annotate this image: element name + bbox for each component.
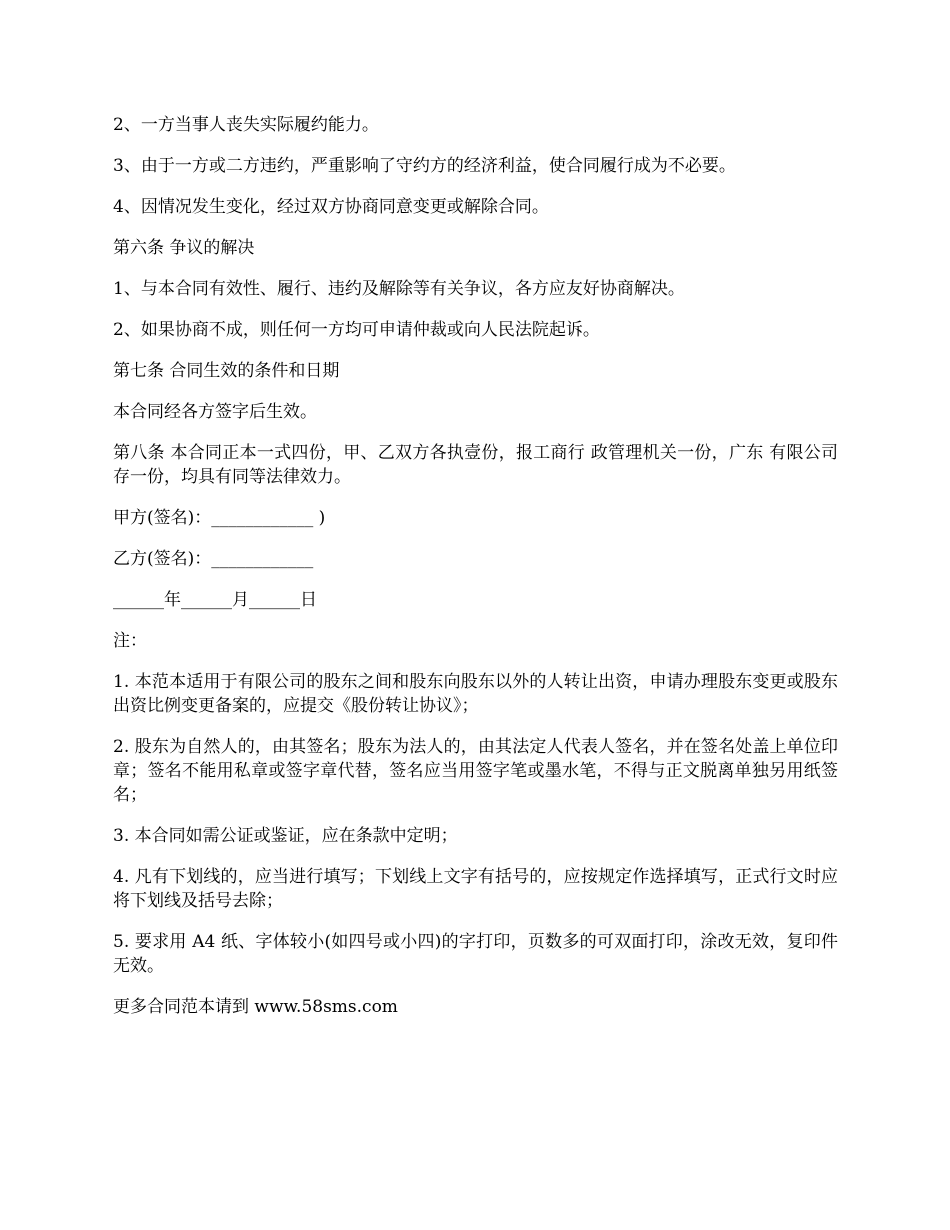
party-b-signature-line: 乙方(签名)：____________ [113, 549, 314, 569]
date-line: ______年______月______日 [113, 590, 317, 610]
note-2: 2. 股东为自然人的，由其签名；股东为法人的，由其法定人代表人签名，并在签名处盖上单位印章；签名不能用私章或签字章代替，签名应当用签字笔或墨水笔，不得与正文脱离单独另用纸签名； [113, 737, 838, 805]
clause-6-heading: 第六条 争议的解决 [113, 238, 255, 258]
note-4: 4. 凡有下划线的，应当进行填写；下划线上文字有括号的，应按规定作选择填写，正式行文时应将下划线及括号去除； [113, 867, 838, 911]
clause-6-item-2: 2、如果协商不成，则任何一方均可申请仲裁或向人民法院起诉。 [113, 320, 600, 340]
clause-5-item-3: 3、由于一方或二方违约，严重影响了守约方的经济利益，使合同履行成为不必要。 [113, 156, 736, 176]
clause-6-item-1: 1、与本合同有效性、履行、违约及解除等有关争议，各方应友好协商解决。 [113, 279, 685, 299]
party-a-signature-line: 甲方(签名)：____________ ) [113, 508, 326, 528]
note-1: 1. 本范本适用于有限公司的股东之间和股东向股东以外的人转让出资，申请办理股东变更或股东出资比例变更备案的，应提交《股份转让协议》； [113, 672, 838, 716]
clause-8-text: 第八条 本合同正本一式四份，甲、乙双方各执壹份，报工商行 政管理机关一份，广东 有限公司存一份，均具有同等法律效力。 [113, 443, 838, 487]
notes-heading: 注： [113, 631, 147, 651]
note-3: 3. 本合同如需公证或鉴证，应在条款中定明； [113, 826, 458, 846]
footer-more-templates: 更多合同范本请到 www.58sms.com [113, 997, 398, 1017]
clause-7-text: 本合同经各方签字后生效。 [113, 402, 317, 422]
note-5: 5. 要求用 A4 纸、字体较小(如四号或小四)的字打印，页数多的可双面打印，涂改无效，复印件无效。 [113, 932, 838, 976]
clause-7-heading: 第七条 合同生效的条件和日期 [113, 361, 340, 381]
clause-5-item-2: 2、一方当事人丧失实际履约能力。 [113, 115, 379, 135]
clause-5-item-4: 4、因情况发生变化，经过双方协商同意变更或解除合同。 [113, 197, 549, 217]
document-body [113, 113, 838, 1036]
